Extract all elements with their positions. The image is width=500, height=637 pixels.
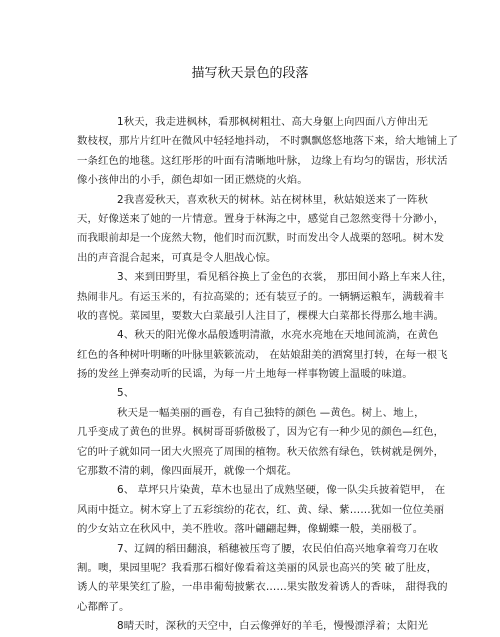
paragraph-5-line-4: 它那数不清的刺，像四面展开，就像一个烟花。 [77,465,298,478]
paragraph-2-line-3: 而我眼前却是一个庞然大物，他们时而沉默，时而发出令人战栗的怒吼。树木发 [77,232,445,245]
paragraph-6-line-1: 6、 草坪只片染黄，草木也显出了成熟坚硬，像一队尖兵披着铠甲， 在 [117,484,446,497]
paragraph-7-line-4: 心都醉了。 [77,600,130,613]
paragraph-4-line-3: 扬的发丝上弹奏动听的民谣，为每一片土地每一样事物镀上温暖的味道。 [77,368,413,381]
paragraph-5-number: 5、 [117,387,135,400]
paragraph-1-line-2: 数枝杈，那片片红叶在微风中轻轻地抖动， 不时飘飘悠悠地落下来，给大地铺上了 [77,135,459,148]
paragraph-1-line-4: 像小孩伸出的小手，颜色却如一团正燃烧的火焰。 [77,174,308,187]
paragraph-1-line-1: 1秋天，我走进枫林，看那枫树粗壮、高大身躯上向四面八方伸出无 [117,116,428,128]
paragraph-4-line-2: 红色的各种树叶明晰的叶脉里簌簌流动， 在姑娘甜美的酒窝里打转，在每一根飞 [77,348,448,361]
paragraph-8-line-1: 8晴天时，深秋的天空中，白云像弹好的羊毛，慢慢漂浮着；太阳光 [117,620,428,633]
paragraph-2-line-1: 2我喜爱秋天，喜欢秋天的树林。站在树林里，秋姑娘送来了一阵秋 [117,193,428,206]
paragraph-6-line-3: 的少女站立在秋风中，美不胜收。落叶翩翩起舞，像蝴蝶一般，美丽极了。 [77,523,424,536]
paragraph-3-line-1: 3、来到田野里，看见稻谷换上了金色的衣裳， 那田间小路上车来人往， [117,271,453,284]
paragraph-3-line-2: 热闹非凡。有运玉米的，有拉高粱的；还有装豆子的。一辆辆运粮车，满载着丰 [77,290,445,303]
paragraph-4-line-1: 4、秋天的阳光像水晶般透明清澈，水亮水亮地在天地间流淌，在黄色 [117,329,439,342]
paragraph-7-line-1: 7、辽阔的稻田翻浪，稻穗被压弯了腰，农民伯伯高兴地拿着弯刀在收 [117,542,439,555]
paragraph-5-line-1: 秋天是一幅美丽的画卷，有自己独特的颜色 —黄色。树上、地上， [117,406,425,419]
paragraph-6-line-2: 风雨中挺立。树木穿上了五彩缤纷的花衣，红、黄、绿、紫……犹如一位位美丽 [77,503,445,516]
paragraph-1-line-3: 一条红色的地毯。这红彤彤的叶面有清晰地叶脉， 边缘上有均匀的锯齿，形状活 [77,154,448,167]
paragraph-5-line-3: 它的叶子就如同一团大火照亮了周围的植物。秋天依然有绿色，铁树就是例外， [77,445,445,458]
page-title: 描写秋天景色的段落 [191,66,309,81]
paragraph-2-line-2: 天，好像送来了她的一片情意。置身于林海之中，感觉自己忽然变得十分渺小， [77,212,445,225]
paragraph-5-line-2: 几乎变成了黄色的世界。枫树哥哥骄傲极了，因为它有一种少见的颜色—红色， [77,426,445,439]
paragraph-2-line-4: 出的声音混合起来，可真是令人胆战心惊。 [77,251,277,264]
paragraph-7-line-2: 割。噢，果园里呢？我看那石榴好像看着这美丽的风景也高兴的笑 破了肚皮， [77,561,438,574]
document-body [77,113,459,637]
paragraph-7-line-3: 诱人的苹果笑红了脸，一串串葡萄披紫衣……果实散发着诱人的香味， 甜得我的 [77,581,448,594]
paragraph-3-line-3: 收的喜悦。菜园里，要数大白菜最引人注目了，棵棵大白菜都长得那么地丰满。 [77,309,445,322]
